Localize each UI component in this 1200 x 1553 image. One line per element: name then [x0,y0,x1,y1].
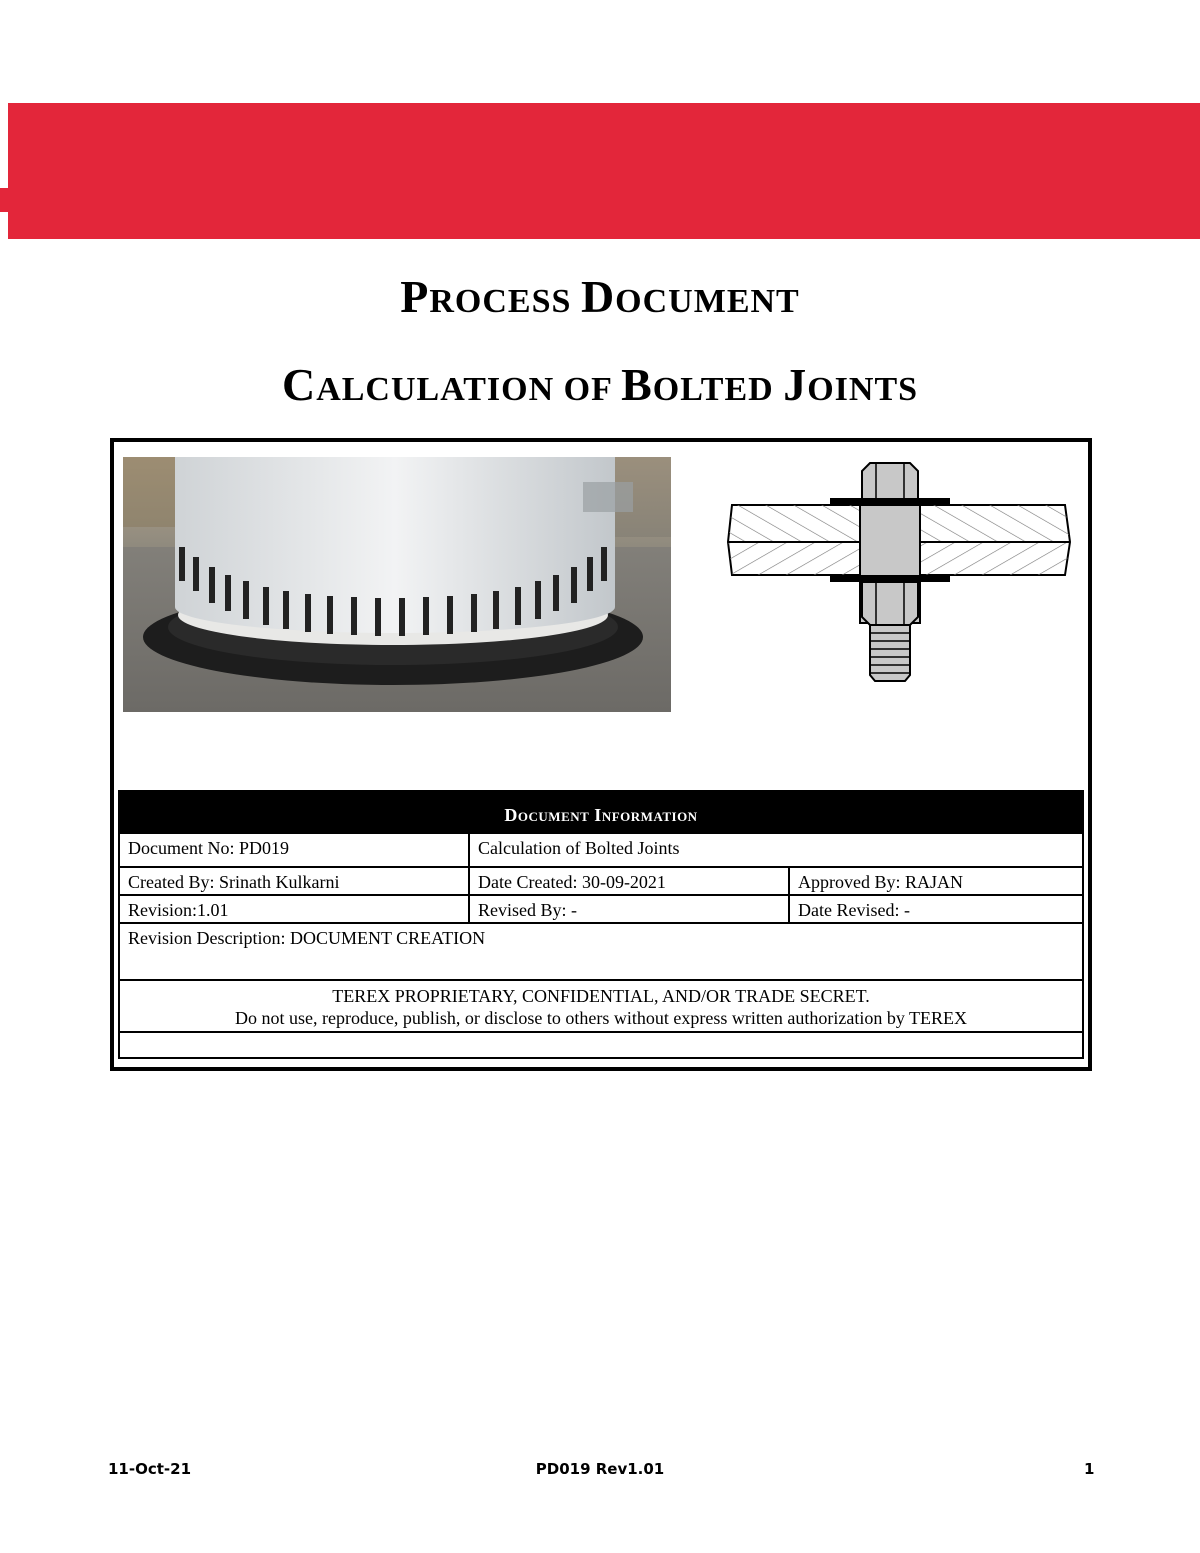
table-row [118,868,1084,896]
document-information-table [118,790,1084,1059]
footer-date: 11-Oct-21 [108,1460,192,1478]
footer-page-number: 1 [1084,1460,1095,1478]
revised-by: Revised By: - [468,896,790,922]
flange-photo [123,457,671,712]
confidentiality-notice [118,981,1084,1033]
date-created: Date Created: 30-09-2021 [468,868,790,894]
revision: Revision:1.01 [128,900,229,920]
notice-line-1: TEREX PROPRIETARY, CONFIDENTIAL, AND/OR TRADE SECRET. [332,986,870,1006]
document-number: Document No: PD019 [128,838,289,858]
header-banner-tab [0,188,9,212]
document-type-title: PROCESS DOCUMENT [400,271,800,322]
bolted-joint-diagram-icon [710,457,1075,719]
document-information-header: Document Information [118,790,1084,834]
table-row [118,834,1084,868]
date-revised: Date Revised: - [788,896,1082,922]
document-title: Calculation of Bolted Joints [468,834,1082,866]
table-row [118,924,1084,981]
header-banner [8,103,1200,239]
table-row [118,896,1084,924]
revision-description: Revision Description: DOCUMENT CREATION [128,928,486,948]
approved-by: Approved By: RAJAN [788,868,1082,894]
footer-doc-ref: PD019 Rev1.01 [535,1460,665,1478]
document-subject-title: CALCULATION OF BOLTED JOINTS [281,359,919,410]
created-by: Created By: Srinath Kulkarni [128,872,340,892]
table-row [118,1033,1084,1059]
notice-line-2: Do not use, reproduce, publish, or disclose to others without express written authorization by TEREX [234,1008,968,1028]
cover-frame [110,438,1092,1071]
